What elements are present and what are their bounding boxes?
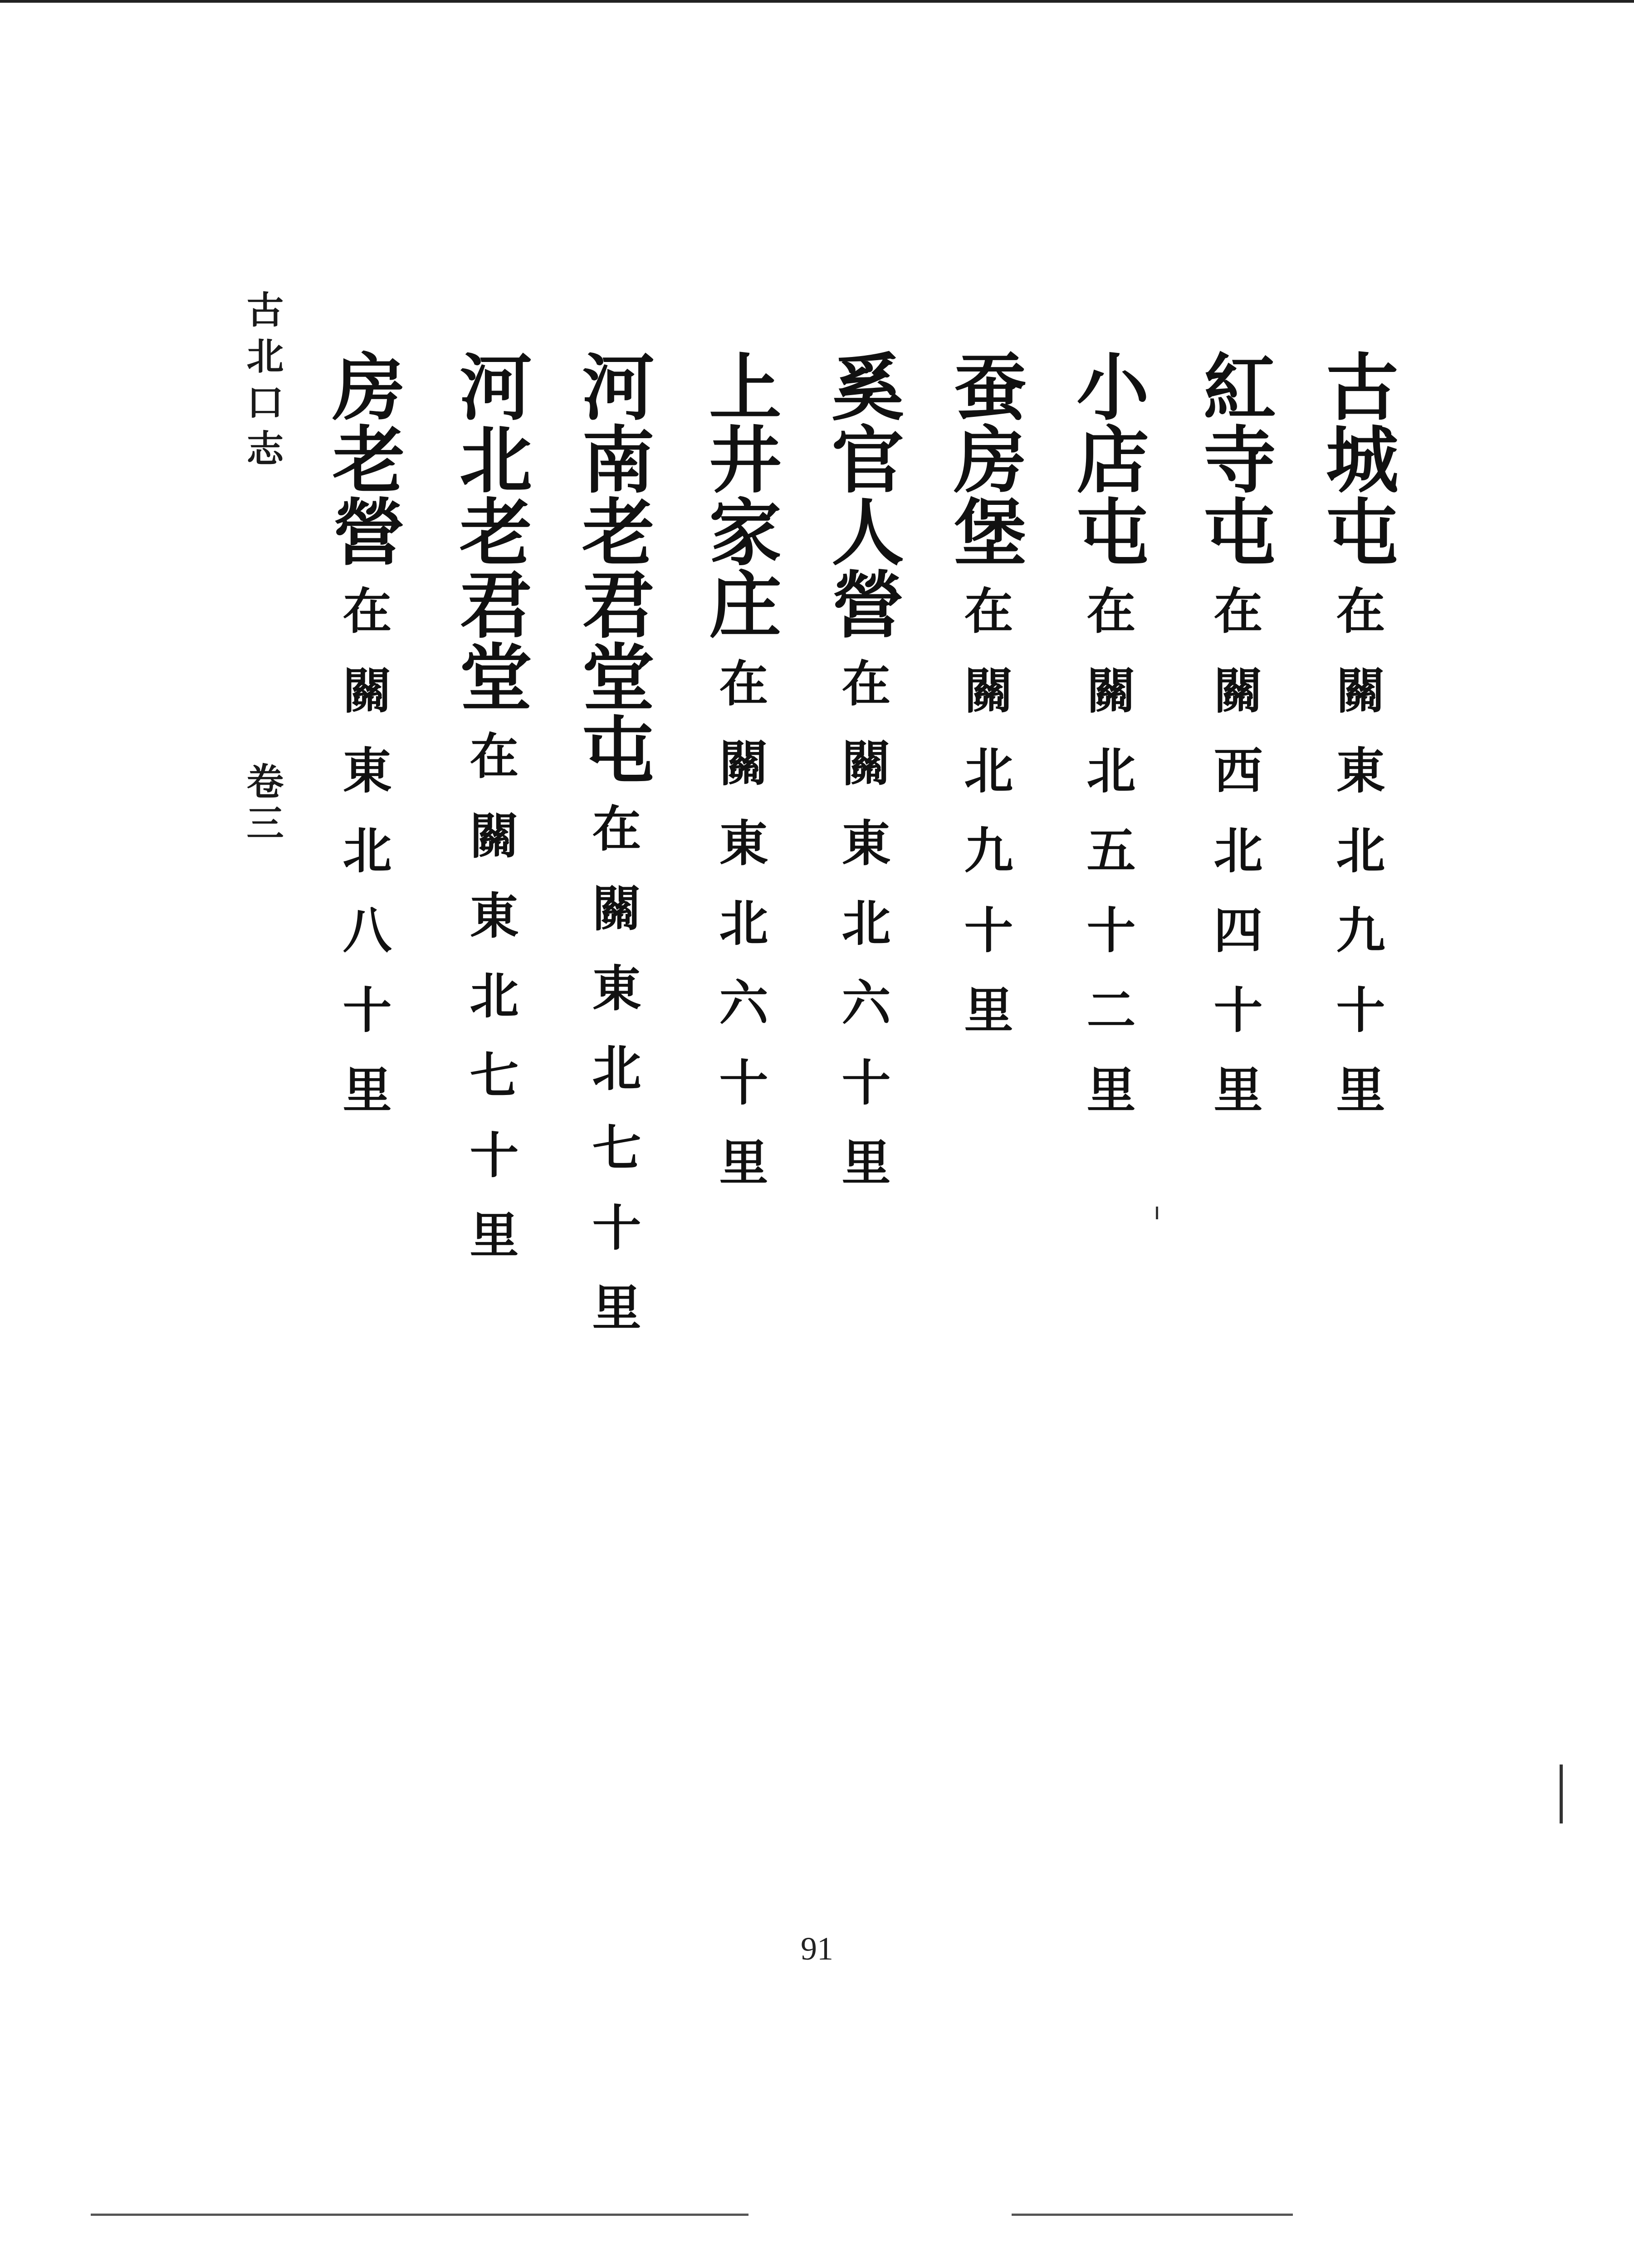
margin-column (236, 290, 286, 925)
place-location: 在關東北九十里 (1328, 585, 1385, 1144)
entry-column-8 (445, 349, 535, 1289)
place-location: 在關北五十二里 (1078, 585, 1135, 1144)
place-name: 奚官人營 (819, 349, 905, 640)
entry-column-3 (1062, 349, 1152, 1144)
place-location: 在關東北六十里 (833, 658, 890, 1217)
entry-column-6 (694, 349, 785, 1217)
page-number: 91 (801, 1931, 833, 1967)
entry-column-5 (817, 349, 907, 1217)
place-location: 在關東北六十里 (711, 658, 768, 1217)
running-title: 古北口志 (240, 290, 284, 475)
place-name: 河南老君堂屯 (570, 349, 655, 785)
place-location: 在關東北八十里 (334, 585, 391, 1144)
place-location: 在關西北四十里 (1205, 585, 1262, 1144)
place-name: 小店屯 (1064, 349, 1150, 567)
place-name: 房老營 (320, 349, 406, 567)
scan-mark (1560, 1765, 1563, 1823)
entry-column-2 (1189, 349, 1279, 1144)
place-location: 在關北九十里 (956, 585, 1013, 1064)
bottom-scan-line (1012, 2214, 1293, 2216)
entry-column-4 (939, 349, 1030, 1064)
place-name: 古城屯 (1314, 349, 1399, 567)
place-name: 紅寺屯 (1191, 349, 1277, 567)
top-border-line (0, 0, 1634, 3)
scan-speck (1156, 1207, 1158, 1219)
entry-column-9 (318, 349, 408, 1144)
bottom-scan-line (91, 2214, 749, 2216)
entry-column-1 (1311, 349, 1402, 1144)
volume-marker: 卷三 (240, 762, 284, 846)
entry-column-7 (567, 349, 658, 1362)
place-name: 河北老君堂 (447, 349, 533, 712)
place-name: 蚕房堡 (942, 349, 1027, 567)
place-location: 在關東北七十里 (461, 730, 519, 1289)
place-location: 在關東北七十里 (584, 803, 641, 1362)
place-name: 上井家庄 (697, 349, 782, 640)
